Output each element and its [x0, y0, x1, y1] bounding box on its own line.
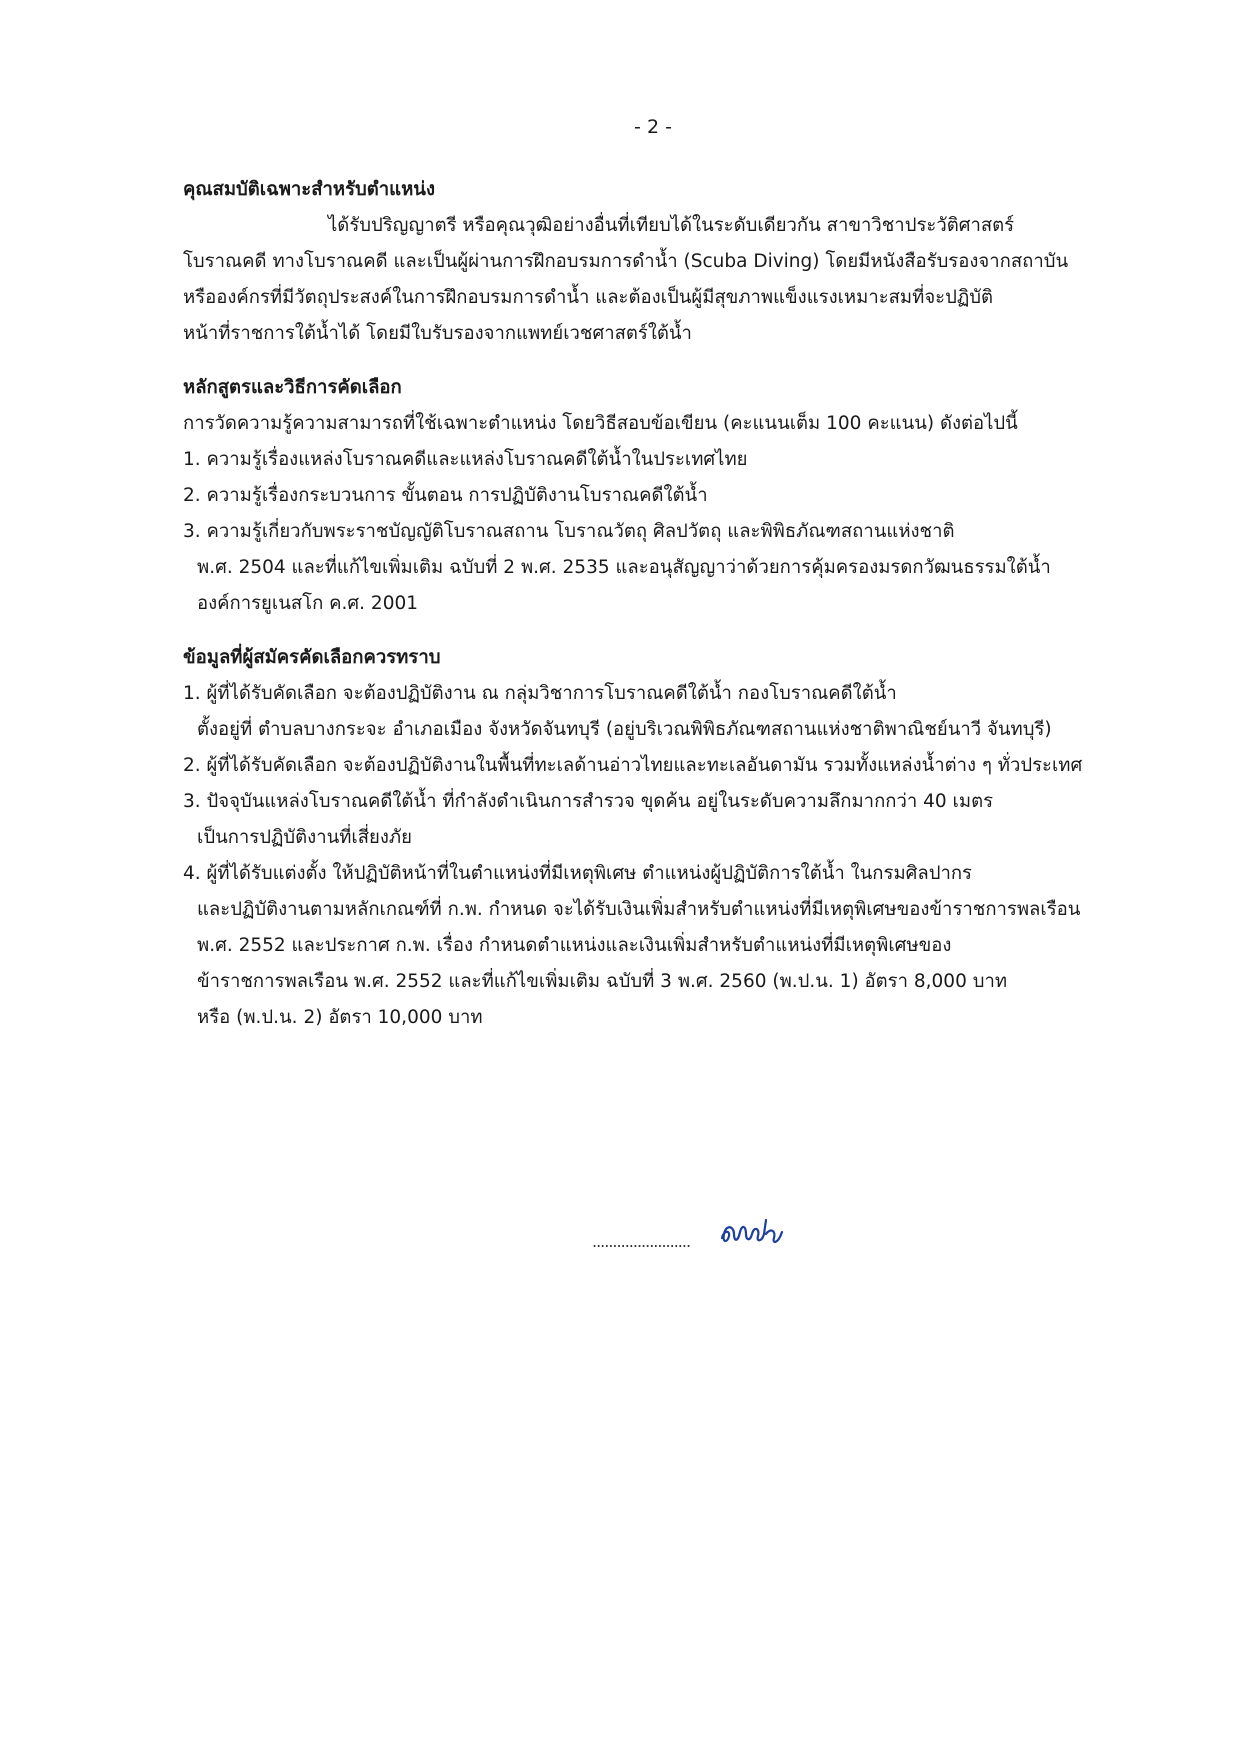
list-item-text: 3. ความรู้เกี่ยวกับพระราชบัญญัติโบราณสถาน โบราณวัตถุ ศิลปวัตถุ และพิพิธภัณฑสถานแห่งชาติ — [183, 521, 955, 542]
qualifications-heading: คุณสมบัติเฉพาะสำหรับตำแหน่ง — [183, 179, 435, 200]
list-item-text: 2. ผู้ที่ได้รับคัดเลือก จะต้องปฏิบัติงานในพื้นที่ทะเลด้านอ่าวไทยและทะเลอันดามัน รวมทั้งแหล่งน้ำต่าง ๆ ทั่วประเทศ — [183, 755, 1083, 776]
list-item-text: 1. ความรู้เรื่องแหล่งโบราณคดีและแหล่งโบราณคดีใต้น้ำในประเทศไทย — [183, 449, 748, 470]
list-item-text: 1. ผู้ที่ได้รับคัดเลือก จะต้องปฏิบัติงาน ณ กลุ่มวิชาการโบราณคดีใต้น้ำ กองโบราณคดีใต้น้ำ — [183, 683, 897, 704]
qualifications-paragraph — [183, 208, 1128, 352]
qualifications-line: หน้าที่ราชการใต้น้ำได้ โดยมีใบรับรองจากแพทย์เวชศาสตร์ใต้น้ำ — [183, 323, 692, 344]
list-item — [183, 442, 1128, 478]
applicant-info-heading: ข้อมูลที่ผู้สมัครคัดเลือกควรทราบ — [183, 647, 441, 668]
applicant-info-section — [183, 640, 1128, 1036]
list-item — [183, 676, 1128, 748]
curriculum-section — [183, 370, 1128, 622]
list-item-text: 4. ผู้ที่ได้รับแต่งตั้ง ให้ปฏิบัติหน้าที่ในตำแหน่งที่มีเหตุพิเศษ ตำแหน่งผู้ปฏิบัติการใต้น้ำ ในกรมศิลปากร — [183, 863, 972, 884]
list-item-continuation: และปฏิบัติงานตามหลักเกณฑ์ที่ ก.พ. กำหนด จะได้รับเงินเพิ่มสำหรับตำแหน่งที่มีเหตุพิเศษของข้าราชการพลเรือน — [197, 899, 1081, 920]
list-item-continuation: พ.ศ. 2552 และประกาศ ก.พ. เรื่อง กำหนดตำแหน่งและเงินเพิ่มสำหรับตำแหน่งที่มีเหตุพิเศษของ — [197, 935, 952, 956]
list-item — [183, 748, 1128, 784]
list-item — [183, 856, 1128, 1036]
signature-dots: ........................ — [592, 1232, 691, 1251]
list-item-continuation: ตั้งอยู่ที่ ตำบลบางกระจะ อำเภอเมือง จังหวัดจันทบุรี (อยู่บริเวณพิพิธภัณฑสถานแห่งชาติพาณิชย์นาวี จันทบุรี) — [197, 719, 1052, 740]
list-item-continuation: เป็นการปฏิบัติงานที่เสี่ยงภัย — [197, 827, 412, 848]
list-item-continuation: องค์การยูเนสโก ค.ศ. 2001 — [197, 593, 419, 614]
list-item-continuation: พ.ศ. 2504 และที่แก้ไขเพิ่มเติม ฉบับที่ 2 พ.ศ. 2535 และอนุสัญญาว่าด้วยการคุ้มครองมรดกวัฒนธรรมใต้น้ำ — [197, 557, 1051, 578]
list-item — [183, 478, 1128, 514]
qualifications-line: โบราณคดี ทางโบราณคดี และเป็นผู้ผ่านการฝึกอบรมการดำน้ำ (Scuba Diving) โดยมีหนังสือรับรองจากสถาบัน — [183, 251, 1069, 272]
list-item-continuation: หรือ (พ.ป.น. 2) อัตรา 10,000 บาท — [197, 1007, 483, 1028]
list-item-continuation: ข้าราชการพลเรือน พ.ศ. 2552 และที่แก้ไขเพิ่มเติม ฉบับที่ 3 พ.ศ. 2560 (พ.ป.น. 1) อัตรา 8,000 บาท — [197, 971, 1008, 992]
qualifications-line: ได้รับปริญญาตรี หรือคุณวุฒิอย่างอื่นที่เทียบได้ในระดับเดียวกัน สาขาวิชาประวัติศาสตร์ — [328, 215, 1015, 236]
list-item — [183, 514, 1128, 622]
curriculum-intro: การวัดความรู้ความสามารถที่ใช้เฉพาะตำแหน่ง โดยวิธีสอบข้อเขียน (คะแนนเต็ม 100 คะแนน) ดังต่อไปนี้ — [183, 413, 1018, 434]
document-body — [183, 172, 1128, 1054]
list-item — [183, 784, 1128, 856]
handwritten-initials — [716, 1212, 788, 1252]
list-item-text: 2. ความรู้เรื่องกระบวนการ ขั้นตอน การปฏิบัติงานโบราณคดีใต้น้ำ — [183, 485, 708, 506]
curriculum-heading: หลักสูตรและวิธีการคัดเลือก — [183, 377, 402, 398]
qualifications-line: หรือองค์กรที่มีวัตถุประสงค์ในการฝึกอบรมการดำน้ำ และต้องเป็นผู้มีสุขภาพแข็งแรงเหมาะสมที่จะปฏิบัติ — [183, 287, 994, 308]
signature-block — [592, 1212, 802, 1260]
qualifications-section — [183, 172, 1128, 352]
list-item-text: 3. ปัจจุบันแหล่งโบราณคดีใต้น้ำ ที่กำลังดำเนินการสำรวจ ขุดค้น อยู่ในระดับความลึกมากกว่า 40 เมตร — [183, 791, 994, 812]
page-number: - 2 - — [634, 116, 672, 138]
